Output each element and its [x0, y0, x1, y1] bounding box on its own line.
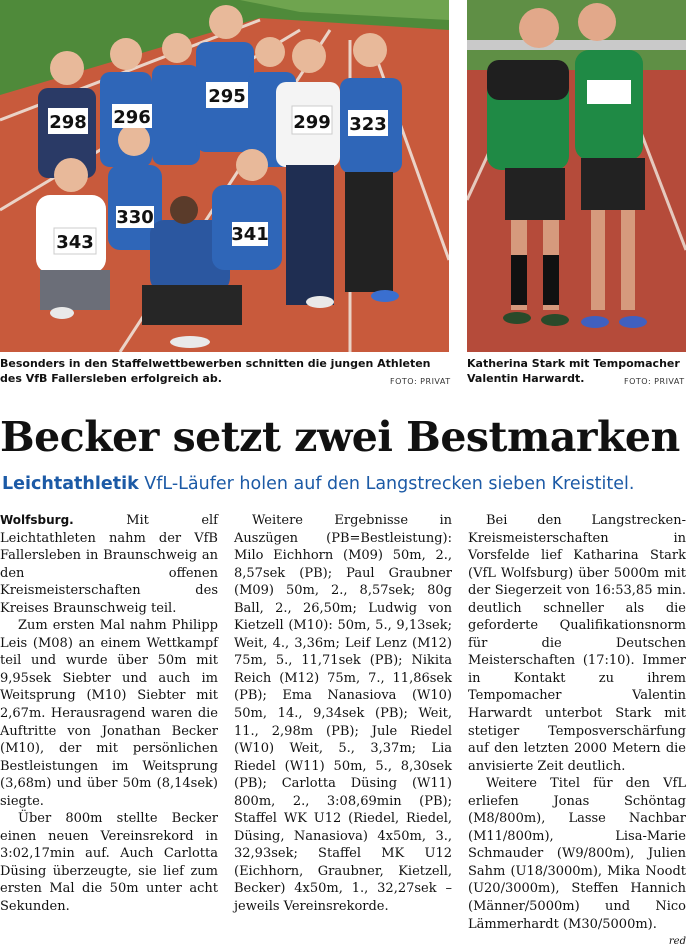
- article-kicker: Leichtathletik: [2, 474, 139, 494]
- paragraph: [0, 512, 218, 617]
- team-photo: [0, 0, 449, 352]
- paragraph: Über 800m stellte Becker einen neuen Vereinsrekord in 3:02,17min auf. Auch Carlotta Düsing überzeugte, sie lief zum ersten Mal die 50m unter acht Sekunden.: [0, 811, 218, 915]
- article-column-1: [0, 512, 218, 916]
- photo-caption: [0, 356, 449, 386]
- caption-text: Katherina Stark mit Tempomacher Valentin Harwardt.: [467, 357, 680, 385]
- photo-credit: FOTO: PRIVAT: [390, 377, 451, 386]
- bib-number: 299: [293, 112, 331, 133]
- paragraph: Weitere Ergebnisse in Auszügen (PB=Bestleistung): Milo Eichhorn (M09) 50m, 2., 8,57sek (PB); Paul Graubner (M09) 50m, 2., 8,57sek; 80g Ball, 2., 26,50m; Ludwig von Kietzell (M10): 50m, 5., 9,13sek; Weit, 4., 3,36m; Leif Lenz (M12) 75m, 5., 11,71sek (PB); Nikita Reich (M12) 75m, 7., 11,86sek (PB); Ema Nanasiova (W10) 50m, 14., 9,34sek (PB); Weit, 11., 2,98m (PB); Jule Riedel (W10) Weit, 5., 3,37m; Lia Riedel (W11) 50m, 5., 8,30sek (PB); Carlotta Düsing (W11) 800m, 2., 3:08,69min (PB); Staffel WK U12 (Riedel, Riedel, Düsing, Nanasiova) 4x50m, 3., 32,93sek; Staffel MK U12 (Eichhorn, Graubner, Kietzell, Becker) 4x50m, 1., 32,27sek – jeweils Vereinsrekorde.: [234, 513, 452, 915]
- photo-credit: FOTO: PRIVAT: [624, 377, 685, 386]
- paragraph: Zum ersten Mal nahm Philipp Leis (M08) an einem Wettkampf teil und wurde über 50m mit 9,95sek Siebter und auch im Weitsprung (M10) Siebter mit 2,67m. Herausragend waren die Auftritte von Jonathan Becker (M10), der mit persönlichen Bestleistungen im Weitsprung (3,68m) und über 50m (8,14sek) siegte.: [0, 618, 218, 809]
- runners-photo: [467, 0, 686, 352]
- bib-number: 298: [49, 112, 87, 133]
- author-signature: red: [668, 936, 686, 948]
- article-column-3: [468, 512, 686, 951]
- paragraph-text: Mit elf Leichtathleten nahm der VfB Fallersleben in Braunschweig an den offenen Kreismeisterschaften des Kreises Braunschweig teil.: [0, 513, 218, 616]
- article-headline: Becker setzt zwei Bestmarken: [0, 413, 680, 461]
- runners-photo-illustration: [467, 0, 686, 352]
- bib-number: 296: [113, 107, 151, 128]
- bib-number: 341: [231, 224, 269, 245]
- bib-number: 343: [56, 232, 94, 253]
- paragraph: [468, 775, 686, 948]
- paragraph: Bei den Langstrecken-Kreismeisterschaften in Vorsfelde lief Katharina Stark (VfL Wolfsburg) über 5000m mit der Siegerzeit von 16:53,85 min. deutlich schneller als die geforderte Qualifikationsnorm für die Deutschen Meisterschaften (17:10). Immer in Kontakt zu ihrem Tempomacher Valentin Harwardt unterbot Stark mit stetiger Temposverschärfung auf den letzten 2000 Metern die anvisierte Zeit deutlich.: [468, 513, 686, 774]
- article-column-2: [234, 512, 452, 916]
- paragraph-text: Weitere Titel für den VfL erliefen Jonas Schöntag (M8/800m), Lasse Nachbar (M11/800m), Lisa-Marie Schmauder (W9/800m), Julien Sahm (U18/3000m), Mika Noodt (U20/3000m), Steffen Hannich (Männer/5000m) und Nico Lämmerhardt (M30/5000m).: [468, 776, 686, 932]
- article-subline: [2, 471, 686, 497]
- bib-number: 330: [116, 207, 154, 228]
- team-photo-illustration: [0, 0, 449, 352]
- dateline: Wolfsburg.: [0, 513, 74, 527]
- bib-number: 295: [208, 86, 246, 107]
- bib-number: 323: [349, 114, 387, 135]
- article-deck: VfL-Läufer holen auf den Langstrecken sieben Kreistitel.: [144, 474, 635, 494]
- caption-text: Besonders in den Staffelwettbewerben schnitten die jungen Athleten des VfB Fallersleben erfolgreich ab.: [0, 357, 431, 385]
